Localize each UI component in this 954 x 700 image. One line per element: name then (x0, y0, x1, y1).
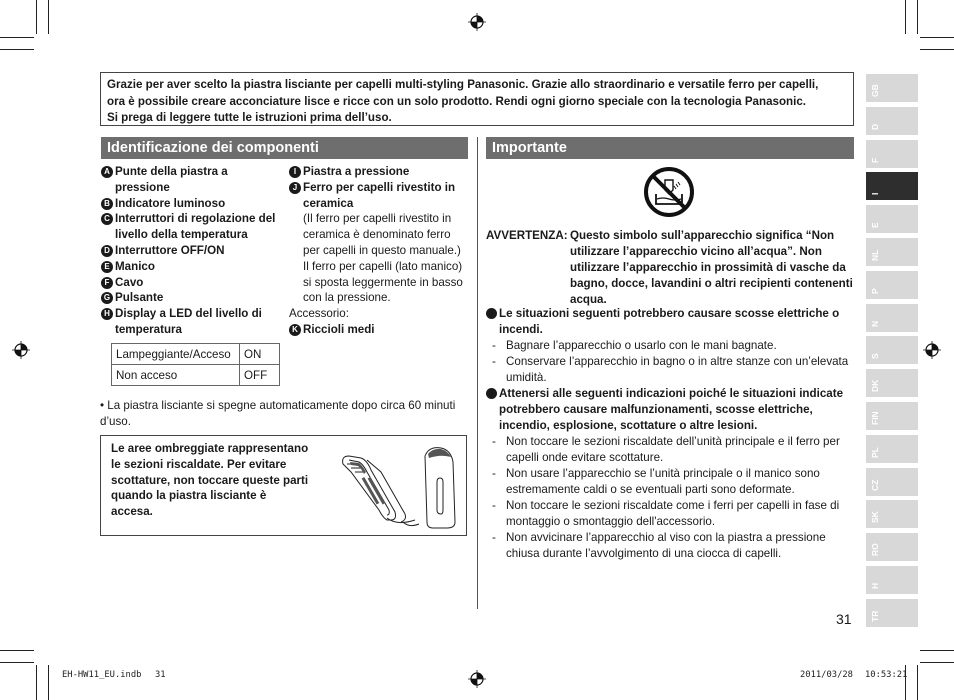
component-label: Manico (115, 259, 155, 273)
table-cell: ON (240, 344, 280, 365)
letter-badge: J (289, 182, 301, 194)
language-tab-tr[interactable] (866, 599, 918, 627)
list-item (101, 275, 279, 291)
dash-icon: - (492, 339, 496, 352)
list-item (492, 466, 854, 498)
table-cell: Non acceso (112, 365, 240, 386)
list-item (492, 498, 854, 530)
crop-mark (905, 0, 906, 34)
list-item (101, 211, 279, 243)
tab-label: GB (870, 84, 880, 97)
component-label: Ferro per capelli rivestito in ceramica (303, 180, 456, 210)
warning-block (486, 228, 854, 308)
language-tab-n[interactable] (866, 304, 918, 332)
important-heading: Importante (486, 137, 854, 159)
list-item (101, 290, 279, 306)
list-item (101, 306, 279, 338)
language-tab-i[interactable] (866, 172, 918, 200)
dash-icon: - (492, 355, 496, 368)
letter-badge: B (101, 198, 113, 210)
bullet-heading-text: Attenersi alle seguenti indicazioni poiché le situazioni indicate potrebbero causare malfunzionamenti, scosse elettriche, incendio, esplosione, scottature o altre lesioni. (499, 387, 844, 432)
component-label: Indicatore luminoso (115, 196, 226, 210)
table-row (112, 344, 280, 365)
list-item-text: Bagnare l’apparecchio o usarlo con le mani bagnate. (506, 339, 777, 352)
tab-label: DK (870, 379, 880, 392)
list-item (101, 259, 279, 275)
tab-label: E (870, 222, 880, 228)
component-list-right (289, 164, 469, 338)
footer-file: EH-HW11_EU.indb (62, 670, 142, 680)
tab-label: PL (870, 447, 880, 458)
language-tab-gb[interactable] (866, 74, 918, 102)
hair-iron-illustration (333, 442, 463, 532)
registration-mark-icon (12, 341, 30, 359)
safety-bullets (486, 306, 854, 562)
warning-text: Questo simbolo sull’apparecchio significa “Non utilizzare l’apparecchio vicino all’acqua”. Non utilizzare l’apparecchio in prossimità di vasche da bagno, docce, lavandini o altri recipienti contenenti acqua. (570, 229, 853, 306)
letter-badge: E (101, 261, 113, 273)
auto-off-note: • La piastra lisciante si spegne automaticamente dopo circa 60 minuti d’uso. (100, 399, 456, 428)
crop-mark (917, 665, 918, 700)
language-tab-d[interactable] (866, 107, 918, 135)
intro-line-1: Grazie per aver scelto la piastra lisciante per capelli multi-styling Panasonic. Grazie allo straordinario e versatile ferro per capelli, (107, 78, 819, 91)
component-label: Cavo (115, 275, 144, 289)
bullet-heading-text: Le situazioni seguenti potrebbero causare scosse elettriche o incendi. (499, 307, 840, 336)
crop-mark (0, 37, 34, 38)
table-cell: OFF (240, 365, 280, 386)
tab-label: P (870, 288, 880, 294)
no-water-warning-icon (643, 166, 695, 218)
bullet-dot-icon (486, 308, 497, 319)
dash-icon: - (492, 467, 496, 480)
component-list-left (101, 164, 279, 338)
heated-areas-box (100, 435, 467, 536)
crop-mark (36, 665, 37, 700)
crop-mark (36, 0, 37, 34)
crop-mark (0, 662, 34, 663)
list-item (492, 338, 854, 354)
bullet-heading (486, 306, 854, 338)
language-tab-p[interactable] (866, 271, 918, 299)
footer-time: 10:53:21 (865, 670, 908, 680)
dash-icon: - (492, 531, 496, 544)
component-label: Pulsante (115, 291, 164, 305)
crop-mark (920, 37, 954, 38)
footer-date: 2011/03/28 (800, 670, 853, 680)
tab-label: D (870, 123, 880, 130)
component-label: Interruttore OFF/ON (115, 243, 225, 257)
component-note: (Il ferro per capelli rivestito in ceramica è denominato ferro per capelli in questo manuale.) Il ferro per capelli (lato manico) si sposta leggermente in basso con la pressione. (303, 212, 463, 305)
table-row (112, 365, 280, 386)
tab-label: H (870, 582, 880, 589)
crop-mark (920, 49, 954, 50)
list-item (101, 164, 279, 196)
letter-badge: A (101, 166, 113, 178)
intro-line-2: ora è possibile creare acconciature lisce e ricce con un solo prodotto. Rendi ogni giorno speciale con la tecnologia Panasonic. (107, 94, 807, 108)
tab-label: S (870, 353, 880, 359)
language-tab-ro[interactable] (866, 533, 918, 561)
list-item (492, 434, 854, 466)
tab-label: NL (870, 249, 880, 261)
letter-badge: H (101, 308, 113, 320)
registration-mark-icon (468, 13, 486, 31)
led-status-table (111, 343, 280, 386)
letter-badge: I (289, 166, 301, 178)
dash-icon: - (492, 435, 496, 448)
intro-box (100, 72, 854, 126)
list-item (492, 354, 854, 386)
dash-icon: - (492, 499, 496, 512)
list-item (101, 243, 279, 259)
list-item (289, 164, 469, 180)
warning-label: AVVERTENZA: (486, 229, 568, 242)
tab-label: I (870, 192, 880, 195)
components-heading: Identificazione dei componenti (101, 137, 468, 159)
crop-mark (920, 662, 954, 663)
tab-label: F (870, 157, 880, 163)
tab-label: RO (870, 543, 880, 556)
language-tab-s[interactable] (866, 336, 918, 364)
language-tab-cz[interactable] (866, 468, 918, 496)
language-tab-e[interactable] (866, 205, 918, 233)
heated-areas-note: Le aree ombreggiate rappresentano le sezioni riscaldate. Per evitare scottature, non toccare queste parti quando la piastra lisciante è accesa. (111, 442, 309, 519)
component-label: Punte della piastra a pressione (115, 165, 228, 194)
component-label: Riccioli medi (303, 322, 375, 336)
accessory-label: Accessorio: (289, 307, 349, 321)
language-tab-fin[interactable] (866, 402, 918, 430)
list-item (289, 322, 469, 338)
language-tab-nl[interactable] (866, 238, 918, 266)
page-number: 31 (836, 611, 852, 627)
tab-label: SK (870, 511, 880, 523)
list-item-text: Non toccare le sezioni riscaldate dell’unità principale e il ferro per capelli onde evitare scottature. (506, 435, 840, 464)
component-label: Interruttori di regolazione del livello della temperatura (115, 212, 276, 242)
component-label: Display a LED del livello di temperatura (115, 307, 262, 336)
registration-mark-icon (468, 670, 486, 688)
language-tab-dk[interactable] (866, 369, 918, 397)
list-item-text: Conservare l’apparecchio in bagno o in altre stanze con un’elevata umidità. (506, 355, 849, 384)
intro-line-3: Si prega di leggere tutte le istruzioni prima dell’uso. (107, 111, 392, 124)
list-item-text: Non toccare le sezioni riscaldate come i ferri per capelli in fase di montaggio o smontaggio dell'accessorio. (506, 499, 840, 528)
list-item (289, 180, 469, 212)
crop-mark (48, 0, 49, 34)
bullet-heading (486, 386, 854, 434)
letter-badge: G (101, 292, 113, 304)
list-item (101, 196, 279, 212)
crop-mark (0, 49, 34, 50)
letter-badge: C (101, 213, 113, 225)
language-tab-h[interactable] (866, 566, 918, 594)
letter-badge: D (101, 245, 113, 257)
footer-page: 31 (155, 670, 166, 680)
list-item (492, 530, 854, 562)
list-item-text: Non usare l’apparecchio se l’unità principale o il manico sono estremamente caldi o se eventuali parti sono deformate. (506, 467, 820, 496)
bullet-dot-icon (486, 388, 497, 399)
tab-label: N (870, 320, 880, 327)
language-tab-f[interactable] (866, 140, 918, 168)
table-cell: Lampeggiante/Acceso (112, 344, 240, 365)
crop-mark (0, 650, 34, 651)
component-label: Piastra a pressione (303, 165, 410, 178)
language-tab-pl[interactable] (866, 435, 918, 463)
crop-mark (48, 665, 49, 700)
tab-label: CZ (870, 479, 880, 491)
list-item-text: Non avvicinare l’apparecchio al viso con la piastra a pressione chiusa durante l’avvolgimento di una ciocca di capelli. (506, 531, 826, 560)
tab-label: TR (870, 610, 880, 622)
language-tab-sk[interactable] (866, 500, 918, 528)
letter-badge: K (289, 324, 301, 336)
crop-mark (920, 650, 954, 651)
tab-label: FIN (870, 411, 880, 425)
letter-badge: F (101, 277, 113, 289)
registration-mark-icon (923, 341, 941, 359)
crop-mark (917, 0, 918, 34)
column-divider (477, 137, 478, 609)
